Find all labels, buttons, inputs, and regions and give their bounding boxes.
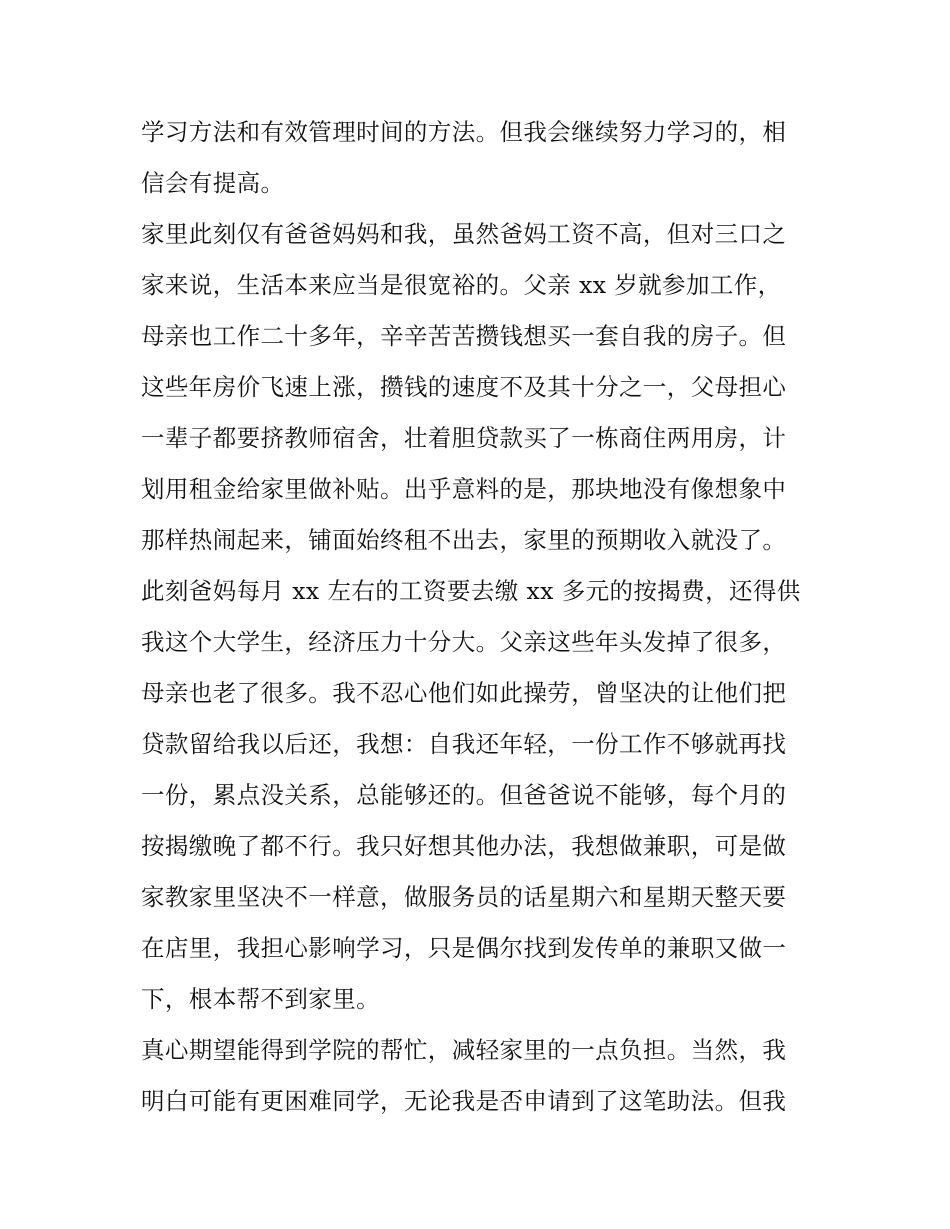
text-line: 家教家里坚决不一样意，做服务员的话星期六和星期天整天要 (141, 883, 787, 911)
text-line: 母亲也老了很多。我不忍心他们如此操劳，曾坚决的让他们把 (141, 679, 787, 707)
text-line: 一辈子都要挤教师宿舍，壮着胆贷款买了一栋商住两用房，计 (141, 424, 787, 452)
text-line: 这些年房价飞速上涨，攒钱的速度不及其十分之一，父母担心 (141, 373, 787, 401)
text-line: 母亲也工作二十多年，辛辛苦苦攒钱想买一套自我的房子。但 (141, 322, 787, 350)
text-line: 按揭缴晚了都不行。我只好想其他办法，我想做兼职，可是做 (141, 832, 787, 860)
text-line: 此刻爸妈每月 xx 左右的工资要去缴 xx 多元的按揭费，还得供 (141, 577, 801, 605)
text-line: 家里此刻仅有爸爸妈妈和我，虽然爸妈工资不高，但对三口之 (141, 220, 787, 248)
text-line: 在店里，我担心影响学习，只是偶尔找到发传单的兼职又做一 (141, 934, 787, 962)
text-line: 一份，累点没关系，总能够还的。但爸爸说不能够，每个月的 (141, 781, 787, 809)
text-line: 明白可能有更困难同学，无论我是否申请到了这笔助法。但我 (141, 1087, 787, 1115)
text-line: 家来说，生活本来应当是很宽裕的。父亲 xx 岁就参加工作， (141, 271, 782, 299)
text-line: 那样热闹起来，铺面始终租不出去，家里的预期收入就没了。 (141, 526, 787, 554)
text-line: 学习方法和有效管理时间的方法。但我会继续努力学习的，相 (141, 118, 787, 146)
body-text (141, 107, 821, 1127)
text-line: 贷款留给我以后还，我想：自我还年轻，一份工作不够就再找 (141, 730, 787, 758)
text-line: 信会有提高。 (141, 169, 285, 197)
text-line: 划用租金给家里做补贴。出乎意料的是，那块地没有像想象中 (141, 475, 787, 503)
text-line: 我这个大学生，经济压力十分大。父亲这些年头发掉了很多， (141, 628, 787, 656)
text-line: 下，根本帮不到家里。 (141, 985, 380, 1013)
text-line: 真心期望能得到学院的帮忙，减轻家里的一点负担。当然，我 (141, 1036, 787, 1064)
